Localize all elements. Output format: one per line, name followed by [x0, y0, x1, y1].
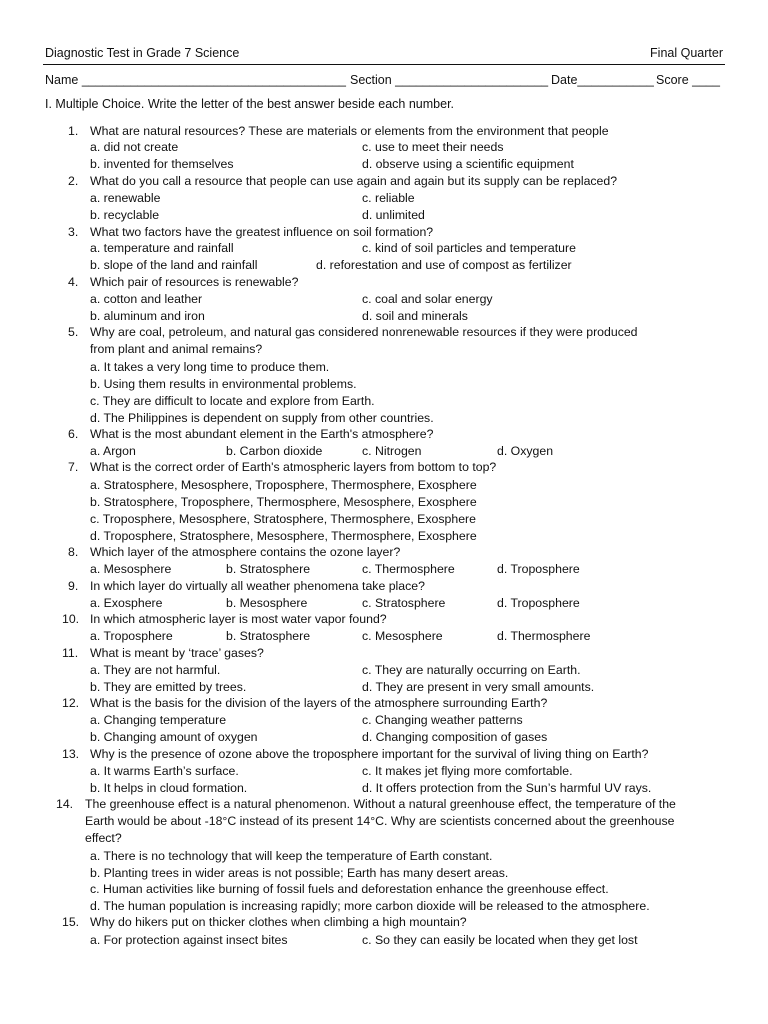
answer-option: d. soil and minerals — [362, 309, 468, 323]
answer-option: a. Troposphere — [90, 629, 173, 643]
answer-option: a. Argon — [90, 444, 136, 458]
question-number: 2. — [68, 174, 79, 188]
answer-option: d. unlimited — [362, 208, 425, 222]
question-text: Earth would be about -18°C instead of its present 14°C. Why are scientists concerned about the greenhouse — [85, 814, 675, 828]
answer-option: d. They are present in very small amounts. — [362, 680, 595, 694]
question-number: 3. — [68, 225, 79, 239]
question-number: 6. — [68, 427, 79, 441]
answer-option: c. Stratosphere — [362, 596, 446, 610]
answer-option: d. Oxygen — [497, 444, 554, 458]
answer-option: d. reforestation and use of compost as fertilizer — [316, 258, 572, 272]
answer-option: a. It warms Earth’s surface. — [90, 764, 239, 778]
test-title: Diagnostic Test in Grade 7 Science — [45, 46, 240, 60]
answer-option: c. kind of soil particles and temperature — [362, 241, 576, 255]
answer-option: a. cotton and leather — [90, 292, 203, 306]
answer-option: b. Carbon dioxide — [226, 444, 323, 458]
answer-option: a. For protection against insect bites — [90, 933, 288, 947]
page-header — [45, 46, 723, 64]
question-text: What is meant by ‘trace’ gases? — [90, 646, 264, 660]
answer-option: b. Using them results in environmental problems. — [90, 377, 357, 391]
question-number: 13. — [62, 747, 80, 761]
answer-option: d. The Philippines is dependent on supply from other countries. — [90, 411, 434, 425]
answer-option: b. Changing amount of oxygen — [90, 730, 258, 744]
answer-option: c. They are difficult to locate and explore from Earth. — [90, 394, 375, 408]
answer-option: c. So they can easily be located when they get lost — [362, 933, 638, 947]
question-text: from plant and animal remains? — [90, 342, 263, 356]
question-number: 9. — [68, 579, 79, 593]
answer-option: b. Stratosphere, Troposphere, Thermosphere, Mesosphere, Exosphere — [90, 495, 477, 509]
question-text: effect? — [85, 831, 122, 845]
answer-option: b. recyclable — [90, 208, 160, 222]
answer-option: b. Planting trees in wider areas is not possible; Earth has many desert areas. — [90, 866, 509, 880]
answer-option: d. Troposphere, Stratosphere, Mesosphere, Thermosphere, Exosphere — [90, 529, 477, 543]
question-number: 11. — [62, 646, 79, 660]
answer-option: a. They are not harmful. — [90, 663, 221, 677]
answer-option: c. reliable — [362, 191, 415, 205]
answer-option: b. slope of the land and rainfall — [90, 258, 258, 272]
question-text: What is the correct order of Earth's atmospheric layers from bottom to top? — [90, 460, 497, 474]
date-field: Date___________ — [551, 73, 654, 87]
answer-option: a. renewable — [90, 191, 161, 205]
answer-option: b. Stratosphere — [226, 629, 311, 643]
answer-option: c. Nitrogen — [362, 444, 422, 458]
student-info-line — [45, 73, 723, 91]
answer-option: c. use to meet their needs — [362, 140, 504, 154]
question-number: 5. — [68, 325, 79, 339]
question-number: 12. — [62, 696, 80, 710]
answer-option: d. Troposphere — [497, 596, 580, 610]
answer-option: a. Changing temperature — [90, 713, 227, 727]
question-text: Why do hikers put on thicker clothes when climbing a high mountain? — [90, 915, 467, 929]
answer-option: d. Troposphere — [497, 562, 580, 576]
answer-option: d. The human population is increasing rapidly; more carbon dioxide will be released to the atmosphere. — [90, 899, 650, 913]
answer-option: b. Stratosphere — [226, 562, 311, 576]
question-number: 10. — [62, 612, 80, 626]
answer-option: d. observe using a scientific equipment — [362, 157, 574, 171]
question-text: In which atmospheric layer is most water vapor found? — [90, 612, 387, 626]
answer-option: b. aluminum and iron — [90, 309, 205, 323]
question-text: Which layer of the atmosphere contains the ozone layer? — [90, 545, 401, 559]
question-text: What do you call a resource that people can use again and again but its supply can be replaced? — [90, 174, 618, 188]
answer-option: c. Troposphere, Mesosphere, Stratosphere, Thermosphere, Exosphere — [90, 512, 476, 526]
answer-option: c. They are naturally occurring on Earth. — [362, 663, 581, 677]
score-field: Score ____ — [656, 73, 720, 87]
answer-option: c. coal and solar energy — [362, 292, 493, 306]
name-field: Name ______________________________________ — [45, 73, 346, 87]
quarter-label: Final Quarter — [650, 46, 723, 60]
answer-option: a. Mesosphere — [90, 562, 172, 576]
answer-option: b. They are emitted by trees. — [90, 680, 247, 694]
answer-option: a. Exosphere — [90, 596, 163, 610]
question-text: What are natural resources? These are materials or elements from the environment that people — [90, 124, 609, 138]
question-text: Which pair of resources is renewable? — [90, 275, 299, 289]
answer-option: b. It helps in cloud formation. — [90, 781, 248, 795]
answer-option: b. Mesosphere — [226, 596, 308, 610]
answer-option: c. Changing weather patterns — [362, 713, 523, 727]
answer-option: d. Changing composition of gases — [362, 730, 548, 744]
question-text: What two factors have the greatest influence on soil formation? — [90, 225, 434, 239]
question-number: 1. — [68, 124, 79, 138]
instructions: I. Multiple Choice. Write the letter of the best answer beside each number. — [45, 97, 455, 111]
header-divider — [43, 64, 725, 65]
answer-option: c. Thermosphere — [362, 562, 455, 576]
question-text: In which layer do virtually all weather phenomena take place? — [90, 579, 425, 593]
answer-option: a. temperature and rainfall — [90, 241, 234, 255]
question-number: 7. — [68, 460, 79, 474]
answer-option: c. It makes jet flying more comfortable. — [362, 764, 573, 778]
question-text: What is the basis for the division of the layers of the atmosphere surrounding Earth? — [90, 696, 548, 710]
section-field: Section ______________________ — [350, 73, 549, 87]
question-text: The greenhouse effect is a natural phenomenon. Without a natural greenhouse effect, the temperature of the — [85, 797, 676, 811]
question-text: Why are coal, petroleum, and natural gas considered nonrenewable resources if they were produced — [90, 325, 638, 339]
question-text: What is the most abundant element in the Earth's atmosphere? — [90, 427, 434, 441]
answer-option: c. Human activities like burning of fossil fuels and deforestation enhance the greenhouse effect. — [90, 882, 609, 896]
answer-option: b. invented for themselves — [90, 157, 234, 171]
answer-option: a. Stratosphere, Mesosphere, Troposphere, Thermosphere, Exosphere — [90, 478, 477, 492]
question-number: 14. — [56, 797, 74, 811]
answer-option: a. There is no technology that will keep the temperature of Earth constant. — [90, 849, 493, 863]
answer-option: c. Mesosphere — [362, 629, 443, 643]
question-number: 15. — [62, 915, 80, 929]
answer-option: a. did not create — [90, 140, 179, 154]
answer-option: d. It offers protection from the Sun’s harmful UV rays. — [362, 781, 652, 795]
question-number: 4. — [68, 275, 79, 289]
question-number: 8. — [68, 545, 79, 559]
answer-option: a. It takes a very long time to produce them. — [90, 360, 330, 374]
question-text: Why is the presence of ozone above the troposphere important for the survival of living thing on Earth? — [90, 747, 649, 761]
answer-option: d. Thermosphere — [497, 629, 591, 643]
